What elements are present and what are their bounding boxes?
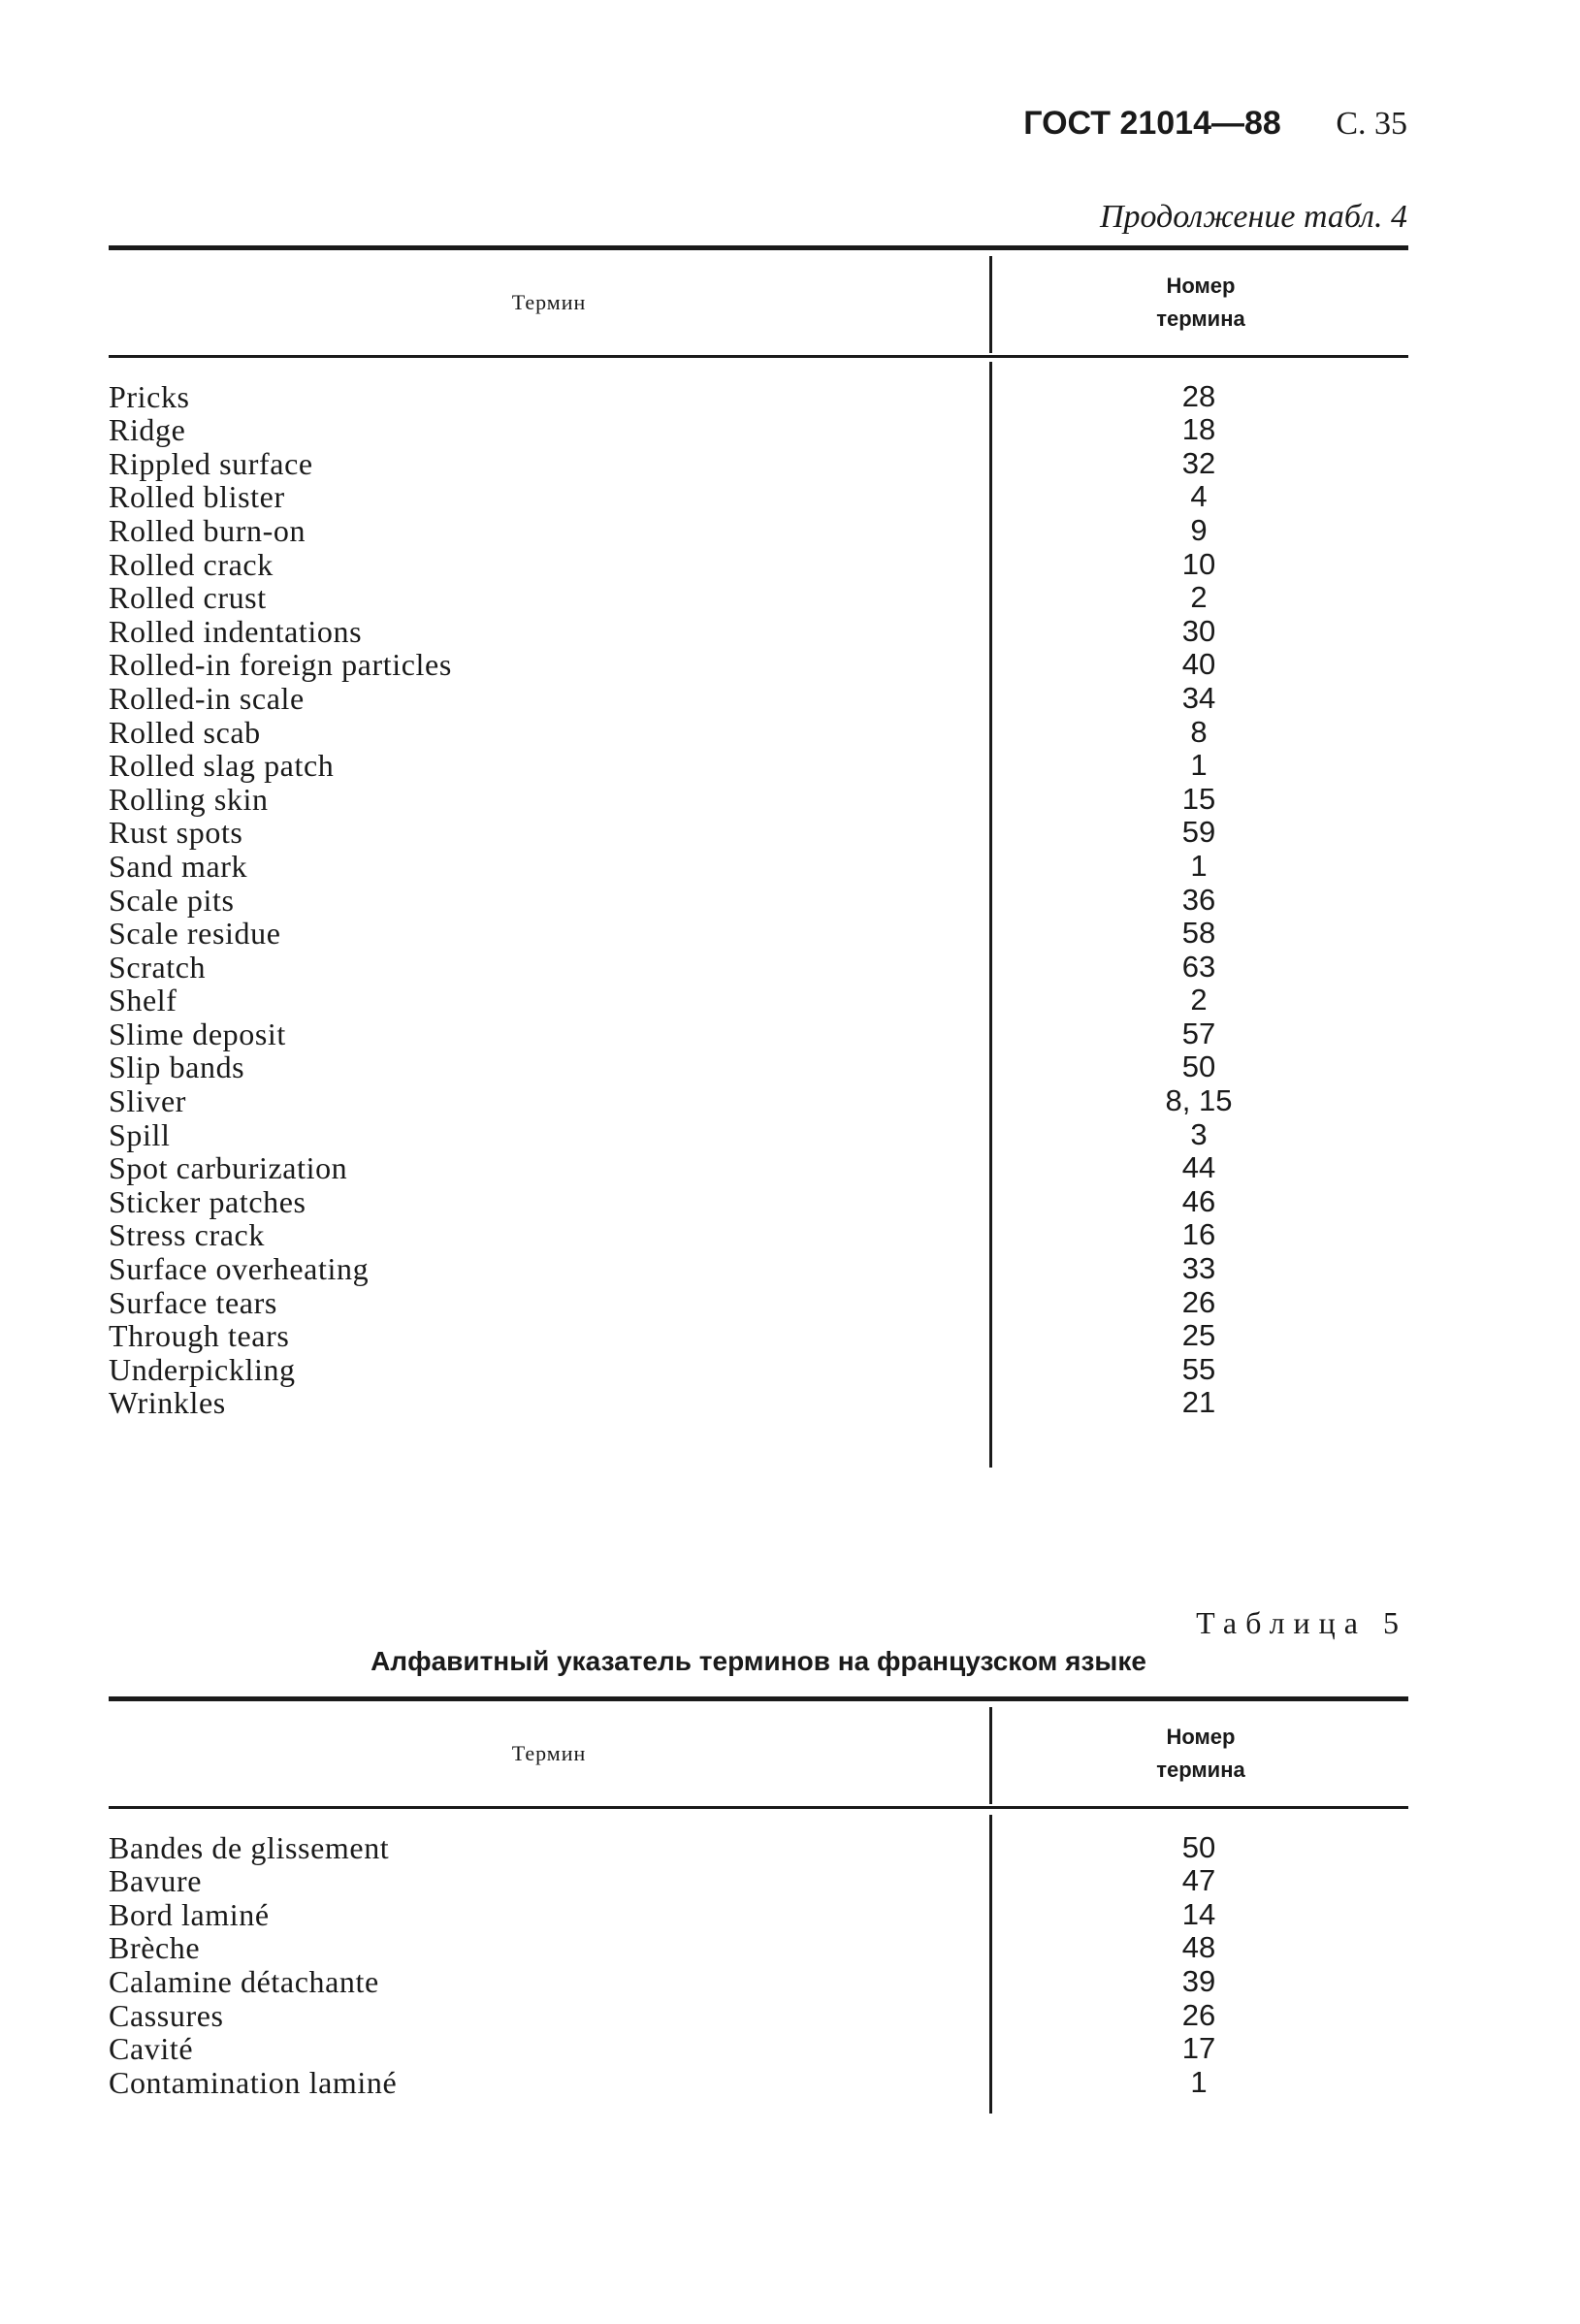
table-row [109, 1386, 1408, 1420]
term-number-cell: 2 [1190, 983, 1208, 1017]
term-number-cell: 50 [1181, 1829, 1216, 1864]
table-row [109, 849, 1408, 883]
table4-col-number: Номер термина [1156, 274, 1245, 331]
table4-col-term: Термин [511, 290, 587, 314]
term-cell: Rolled-in scale [109, 680, 305, 716]
term-number-cell: 1 [1190, 848, 1208, 883]
term-number-cell: 57 [1181, 1016, 1216, 1050]
term-number-cell: 48 [1181, 1930, 1216, 1965]
table-row [109, 1083, 1408, 1117]
table-row [109, 1117, 1408, 1151]
term-number-cell: 21 [1181, 1385, 1216, 1420]
term-number-cell: 63 [1181, 949, 1216, 984]
term-cell: Sliver [109, 1083, 187, 1119]
term-cell: Spill [109, 1116, 171, 1152]
term-cell: Pricks [109, 378, 190, 414]
term-number-cell: 32 [1181, 445, 1216, 480]
term-cell: Slime deposit [109, 1016, 286, 1051]
term-cell: Stress crack [109, 1217, 265, 1253]
term-cell: Rust spots [109, 815, 243, 851]
table-row [109, 816, 1408, 850]
term-cell: Rolled burn-on [109, 512, 306, 548]
table-row [109, 581, 1408, 615]
table5-header [109, 1701, 1408, 1806]
table-row [109, 1319, 1408, 1353]
term-cell: Rolled-in foreign particles [109, 647, 452, 683]
term-number-cell: 9 [1190, 512, 1208, 547]
table5-body-divider [989, 1815, 992, 2114]
term-cell: Cavité [109, 2031, 194, 2067]
term-cell: Rolled blister [109, 479, 285, 515]
term-cell: Scale residue [109, 916, 281, 952]
term-number-cell: 33 [1181, 1251, 1216, 1286]
term-cell: Shelf [109, 983, 177, 1018]
table5-header-divider [989, 1707, 992, 1804]
standard-number: ГОСТ 21014—88 [1023, 105, 1281, 142]
table-row [109, 681, 1408, 715]
term-number-cell: 46 [1181, 1183, 1216, 1218]
term-number-cell: 16 [1181, 1217, 1216, 1252]
table-row [109, 379, 1408, 413]
table-row [109, 513, 1408, 547]
term-number-cell: 1 [1190, 748, 1208, 783]
term-number-cell: 18 [1181, 412, 1216, 447]
term-cell: Calamine détachante [109, 1963, 379, 1999]
table5-label: Таблица 5 [1196, 1605, 1407, 1640]
table-row [109, 1184, 1408, 1218]
table4-header-divider [989, 256, 992, 353]
term-number-cell: 40 [1181, 647, 1216, 682]
term-cell: Rolled indentations [109, 613, 363, 649]
term-number-cell: 4 [1190, 479, 1208, 514]
table-row [109, 1897, 1408, 1931]
table-row [109, 950, 1408, 984]
term-number-cell: 59 [1181, 815, 1216, 850]
term-cell: Rolled crust [109, 580, 267, 616]
table4-continuation: Продолжение табл. 4 [1099, 199, 1407, 235]
term-cell: Wrinkles [109, 1385, 226, 1421]
term-number-cell: 14 [1181, 1896, 1216, 1931]
term-cell: Rolled scab [109, 714, 261, 750]
term-number-cell: 1 [1190, 2064, 1208, 2099]
table5-col-number: Номер термина [1156, 1725, 1245, 1782]
table-row [109, 1931, 1408, 1965]
page-header [1023, 105, 1407, 143]
term-cell: Scale pits [109, 882, 235, 918]
term-cell: Rolled slag patch [109, 748, 335, 784]
term-cell: Sticker patches [109, 1183, 306, 1219]
term-number-cell: 30 [1181, 613, 1216, 648]
term-number-cell: 34 [1181, 680, 1216, 715]
term-cell: Surface tears [109, 1284, 277, 1320]
table-row [109, 1998, 1408, 2032]
term-cell: Brèche [109, 1930, 201, 1966]
table4-body-divider [989, 362, 992, 1468]
table-row [109, 1151, 1408, 1185]
term-cell: Scratch [109, 949, 207, 984]
term-cell: Bandes de glissement [109, 1829, 390, 1865]
table-row [109, 480, 1408, 514]
term-number-cell: 26 [1181, 1997, 1216, 2032]
table-row [109, 614, 1408, 648]
table5-body [109, 1809, 1408, 2099]
term-number-cell: 17 [1181, 2031, 1216, 2066]
table-row [109, 1864, 1408, 1898]
table-row [109, 2032, 1408, 2066]
table-row [109, 413, 1408, 447]
term-cell: Sand mark [109, 848, 248, 884]
term-number-cell: 3 [1190, 1116, 1208, 1151]
table-row [109, 1285, 1408, 1319]
table4-body [109, 358, 1408, 1419]
term-cell: Bavure [109, 1863, 203, 1899]
term-number-cell: 10 [1181, 546, 1216, 581]
table5 [109, 1696, 1408, 2099]
term-number-cell: 39 [1181, 1963, 1216, 1998]
term-cell: Rolling skin [109, 781, 269, 817]
table-row [109, 715, 1408, 749]
table5-col-term: Термин [511, 1741, 587, 1765]
table-row [109, 984, 1408, 1017]
table-row [109, 1830, 1408, 1864]
term-cell: Through tears [109, 1318, 290, 1354]
table4-header [109, 250, 1408, 355]
term-cell: Bord laminé [109, 1896, 270, 1932]
term-cell: Underpickling [109, 1351, 296, 1387]
term-number-cell: 15 [1181, 781, 1216, 816]
term-number-cell: 2 [1190, 580, 1208, 615]
table5-title: Алфавитный указатель терминов на французском языке [371, 1646, 1146, 1676]
table-row [109, 782, 1408, 816]
term-number-cell: 8, 15 [1165, 1083, 1233, 1118]
table-row [109, 547, 1408, 581]
term-number-cell: 44 [1181, 1150, 1216, 1185]
term-cell: Rippled surface [109, 445, 313, 481]
table4 [109, 245, 1408, 1419]
term-cell: Rolled crack [109, 546, 274, 582]
term-cell: Ridge [109, 412, 186, 448]
table-row [109, 2065, 1408, 2099]
table-row [109, 1964, 1408, 1998]
term-number-cell: 8 [1190, 714, 1208, 749]
page-number: С. 35 [1336, 106, 1407, 142]
term-number-cell: 26 [1181, 1284, 1216, 1319]
table-row [109, 648, 1408, 682]
term-number-cell: 58 [1181, 916, 1216, 951]
table-row [109, 1017, 1408, 1050]
term-cell: Cassures [109, 1997, 224, 2033]
table-row [109, 446, 1408, 480]
term-cell: Surface overheating [109, 1251, 370, 1287]
term-number-cell: 28 [1181, 378, 1216, 413]
table-row [109, 883, 1408, 917]
term-cell: Contamination laminé [109, 2064, 398, 2100]
table-row [109, 1251, 1408, 1285]
term-cell: Slip bands [109, 1049, 245, 1085]
term-number-cell: 36 [1181, 882, 1216, 917]
table-row [109, 917, 1408, 951]
table-row [109, 749, 1408, 783]
table-row [109, 1352, 1408, 1386]
term-number-cell: 25 [1181, 1318, 1216, 1353]
term-number-cell: 55 [1181, 1351, 1216, 1386]
term-cell: Spot carburization [109, 1150, 348, 1186]
term-number-cell: 50 [1181, 1049, 1216, 1084]
term-number-cell: 47 [1181, 1863, 1216, 1898]
table-row [109, 1218, 1408, 1252]
table-row [109, 1050, 1408, 1084]
